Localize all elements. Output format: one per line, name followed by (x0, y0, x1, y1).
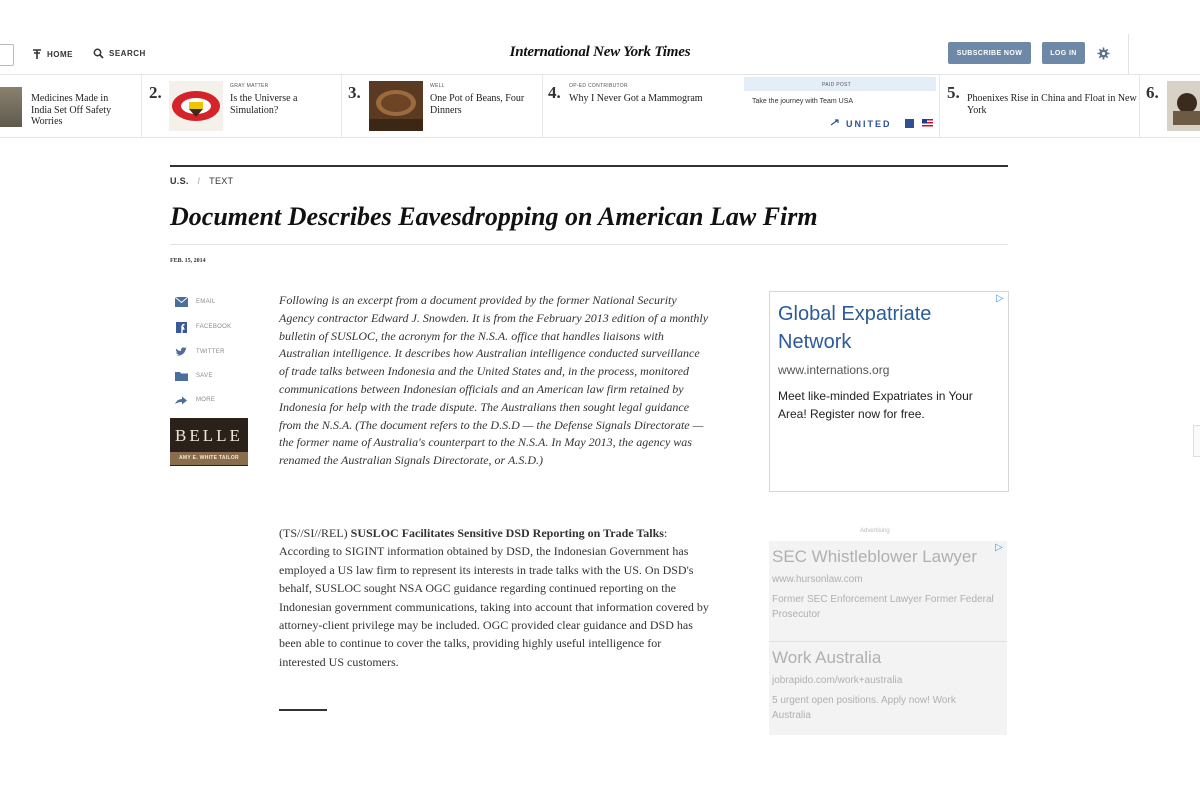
ribbon-kicker: OP-ED CONTRIBUTOR (569, 83, 628, 89)
ribbon-item-text: Medicines Made in India Set Off Safety Worries (31, 93, 112, 127)
article-date: FEB. 15, 2014 (170, 258, 206, 264)
share-save-label: SAVE (196, 373, 213, 379)
masthead-divider (1128, 34, 1129, 74)
ribbon-number: 3. (348, 83, 361, 102)
ribbon-item[interactable] (939, 75, 1140, 137)
classification-marker: (TS//SI//REL) (279, 526, 351, 540)
ad-description: Meet like-minded Expatriates in Your Area! Register now for free. (778, 389, 973, 421)
email-icon (174, 296, 188, 308)
share-more-label: MORE (196, 397, 216, 403)
adchoices-icon[interactable]: ▷ (995, 542, 1003, 553)
ad-url[interactable]: jobrapido.com/work+australia (772, 675, 903, 686)
ad-title[interactable]: Global Expatriate Network (778, 303, 932, 353)
article-intro: Following is an excerpt from a document provided by the former National Security Agency contractor Edward J. Snowden. It is from the February 2013 edition of a monthly bulletin of SUSLOC, the acronym for the N.S.A. office that handles liaisons with Australian intelligence. It describes how Australian intelligence conducted surveillance of trade talks between Indonesia and the United States and, in the process, monitored communications between Indonesian officials and an American law firm retained by Indonesia for help with the trade dispute. The Australians then sought legal guidance from the N.S.A. (The document refers to the D.S.D — the Defense Signals Directorate — the former name of Australia's counterpart to the N.S.A. In May 2013, the agency was renamed the Australian Signals Directorate, or A.S.D.) (279, 293, 709, 468)
share-email[interactable] (174, 296, 216, 308)
subscribe-button[interactable]: SUBSCRIBE NOW (948, 42, 1031, 64)
ribbon-number: 5. (947, 83, 960, 102)
ad-title[interactable]: SEC Whistleblower Lawyer (772, 547, 978, 566)
site-logo[interactable]: International New York Times (509, 44, 691, 60)
section-link[interactable]: U.S. (170, 176, 189, 186)
article-top-rule (170, 165, 1008, 167)
facebook-icon (174, 321, 188, 333)
twitter-icon (174, 346, 188, 358)
ad-description: Former SEC Enforcement Lawyer Former Federal Prosecutor (772, 594, 994, 620)
body-heading: SUSLOC Facilitates Sensitive DSD Reporting on Trade Talks (350, 526, 664, 540)
search-label: SEARCH (109, 49, 146, 58)
masthead (0, 34, 1200, 74)
ribbon-item[interactable] (0, 75, 142, 137)
advertising-label: Advertising (860, 528, 890, 534)
side-scroll-tab[interactable] (1193, 425, 1200, 457)
ribbon-number: 4. (548, 83, 561, 102)
ad-unit[interactable] (769, 541, 1007, 641)
home-label: HOME (47, 49, 73, 59)
ad-description: 5 urgent open positions. Apply now! Work Australia (772, 695, 956, 721)
save-folder-icon (174, 370, 188, 382)
us-flag-icon (922, 119, 933, 128)
article-breadcrumb (170, 176, 233, 186)
body-text: : According to SIGINT information obtained by DSD, the Indonesian Government has employed a US law firm to represent its interests in trade talks with the US. On DSD's behalf, SUSLOC sought NSA OGC guidance regarding continued reporting on the Indonesian government communications, taking into account that information covered by attorney-client privilege may be included. OGC provided clear guidance and DSD has been able to continue to cover the talks, providing highly useful intelligence for interested US customers. (279, 526, 709, 669)
breadcrumb-separator: / (197, 176, 201, 186)
login-button[interactable]: LOG IN (1042, 42, 1085, 64)
ad-separator (769, 641, 1007, 642)
belle-ad-subtitle: AMY E. WHITE TAILOR (179, 455, 239, 461)
ribbon-number: 6. (1146, 83, 1159, 102)
ad-title[interactable]: Work Australia (772, 648, 882, 667)
ribbon-item[interactable] (1139, 75, 1200, 137)
ribbon-item-text: Phoenixes Rise in China and Float in New York (967, 93, 1137, 116)
ribbon-item-text: Why I Never Got a Mammogram (569, 93, 703, 104)
gear-icon[interactable] (1097, 47, 1110, 60)
ribbon-kicker: WELL (430, 83, 445, 89)
ad-unit[interactable] (769, 642, 1007, 735)
paid-post-item[interactable] (742, 75, 940, 137)
united-logo: UNITED (846, 119, 892, 129)
share-facebook[interactable] (174, 321, 231, 333)
ribbon-item[interactable] (141, 75, 342, 137)
article-end-rule (279, 709, 327, 711)
paid-post-text: Take the journey with Team USA (752, 98, 854, 105)
ribbon-item-text: One Pot of Beans, Four Dinners (430, 93, 525, 116)
ribbon-item[interactable] (341, 75, 543, 137)
ribbon-number: 2. (149, 83, 162, 102)
ad-url[interactable]: www.internations.org (778, 363, 890, 377)
lips-thumbnail (169, 81, 223, 131)
share-facebook-label: FACEBOOK (196, 324, 232, 330)
belle-ad[interactable] (170, 418, 248, 466)
ribbon-thumbnail (0, 87, 22, 127)
subsection-link[interactable]: TEXT (209, 176, 234, 186)
plane-icon (831, 119, 839, 127)
most-popular-ribbon (0, 74, 1200, 138)
ribbon-item[interactable] (542, 75, 743, 137)
ribbon-thumbnail (1167, 81, 1200, 131)
ribbon-kicker: GRAY MATTER (230, 83, 269, 89)
ad-url[interactable]: www.hursonlaw.com (772, 574, 863, 585)
share-more[interactable] (174, 394, 215, 406)
adchoices-icon[interactable]: ▷ (996, 293, 1004, 304)
belle-ad-title: BELLE (175, 426, 243, 445)
united-globe-icon (905, 119, 914, 128)
internations-ad[interactable] (769, 291, 1009, 492)
share-twitter-label: TWITTER (196, 349, 225, 355)
article-body (279, 524, 709, 671)
beans-thumbnail (369, 81, 423, 131)
share-email-label: EMAIL (196, 299, 216, 305)
share-twitter[interactable] (174, 346, 225, 358)
article-headline: Document Describes Eavesdropping on American Law Firm (170, 202, 818, 231)
share-arrow-icon (174, 394, 188, 406)
paid-post-label: PAID POST (822, 82, 852, 88)
share-save[interactable] (174, 370, 213, 382)
headline-rule (170, 244, 1008, 245)
text-ads-block (769, 541, 1007, 735)
ribbon-item-text: Is the Universe a Simulation? (230, 93, 298, 116)
